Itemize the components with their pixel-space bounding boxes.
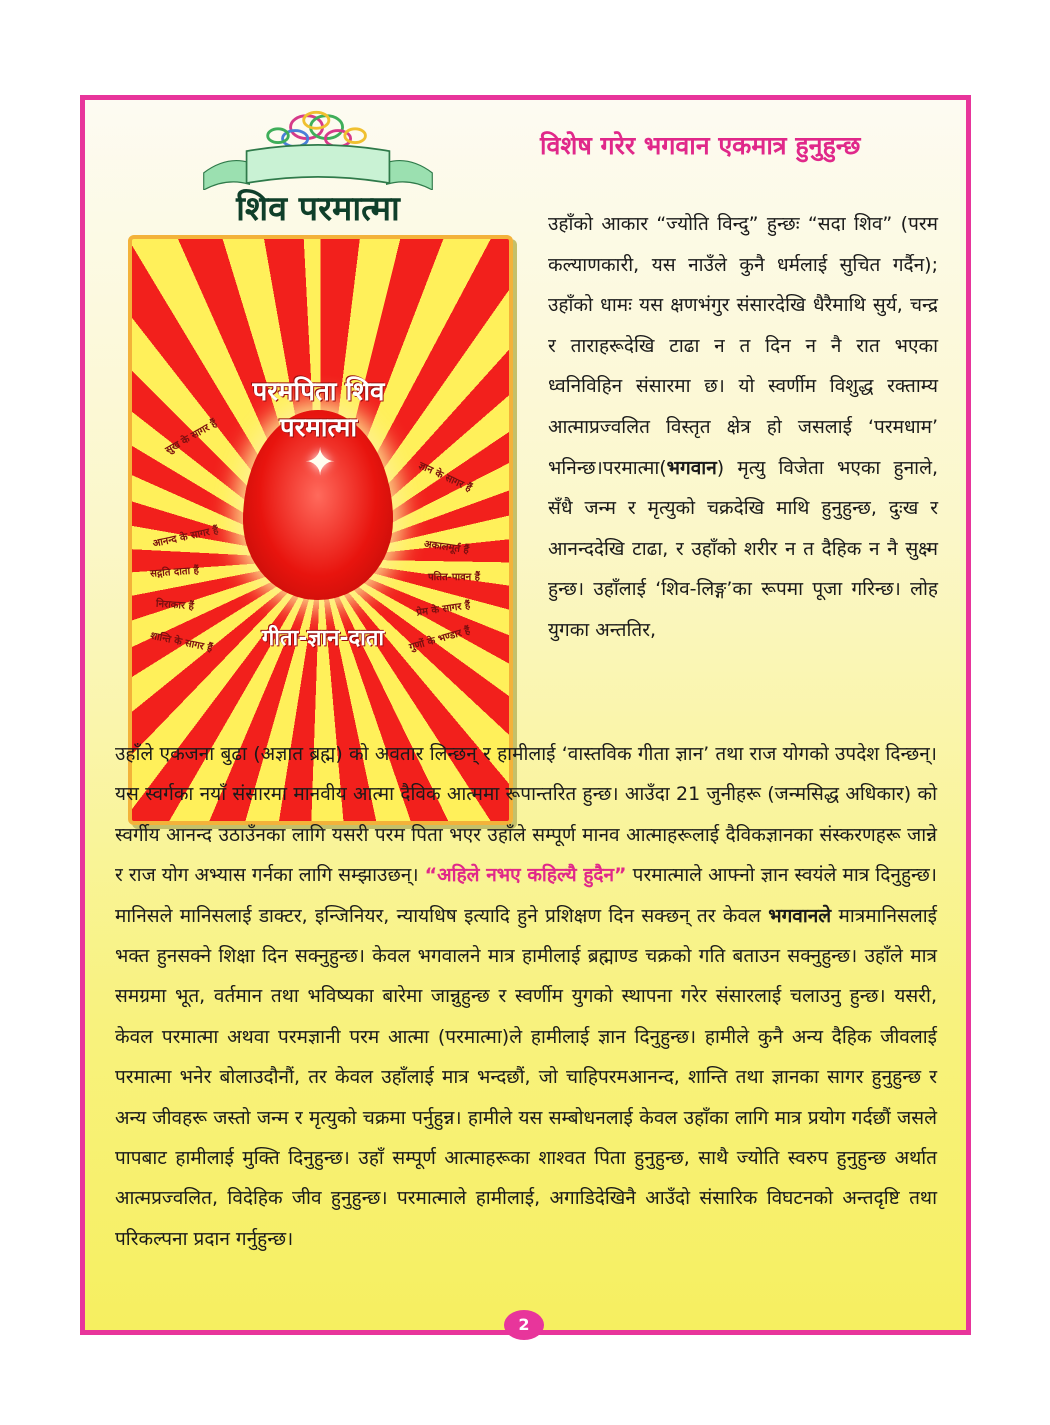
ray-label: सुख के सागर हैं [163, 418, 220, 457]
poster-ring-bottom-text: गीता-ज्ञान-दाता [261, 626, 385, 651]
ray-label: शान्ति के सागर हैं [149, 630, 214, 655]
ray-label: ज्ञान के सागर हैं [416, 460, 474, 495]
page-heading: विशेष गरेर भगवान एकमात्र हुनुहुन्छ [540, 131, 861, 160]
bold-text-run: भगवानले [768, 904, 832, 927]
page-number: 2 [504, 1310, 544, 1340]
text-run: परमात्माले आफ्नो ज्ञान स्वयंले मात्र दिनुहुन्छ। मानिसले मानिसलाई डाक्टर, इन्जिनियर, न्यायधिष इत्यादि हुने प्रशिक्षण दिन सक्छन् तर केवल [115, 864, 937, 927]
full-width-paragraph [115, 734, 937, 1259]
highlighted-quote: “अहिले नभए कहिल्यै हुदैन” [424, 864, 627, 887]
text-run: उहाँले एकजना बुढा (अज्ञात ब्रह्म) को अवतार लिन्छन् र हामीलाई ‘वास्तविक गीता ज्ञान’ तथा राज योगको उपदेश दिन्छन्। यस स्वर्गका नयाँ संसारमा मानवीय आत्मा दैविक आत्ममा रूपान्तरित हुन्छ। आउँदा 21 जुनीहरू (जन्मसिद्ध अधिकार) को स्वर्गीय आनन्द उठाउँनका लागि यसरी परम पिता भएर उहाँले सम्पूर्ण मानव आत्माहरूलाई दैविकज्ञानका संस्करणहरू जान्ने र राज योग अभ्यास गर्नका लागि सम्झाउछन्। [115, 743, 937, 887]
ray-label: निराकार हैं [155, 598, 195, 613]
ray-label: प्रेम के सागर हैं [415, 600, 471, 619]
ray-label: आनन्द के सागर हैं [151, 525, 220, 550]
ray-label: गुणों के भण्डार हैं [408, 625, 472, 654]
ornament-scroll-icon [98, 110, 538, 190]
star-icon: ✦ [304, 440, 336, 484]
shiva-paramatma-poster [98, 110, 538, 720]
ray-label: पतित-पावन हैं [428, 572, 480, 583]
right-column-paragraph [548, 204, 938, 651]
text-run: उहाँको आकार “ज्योति विन्दु” हुन्छः “सदा शिव” (परम कल्याणकारी, यस नाउँले कुनै धर्मलाई सुचित गर्दैन); उहाँको धामः यस क्षणभंगुर संसारदेखि धैरैमाथि सुर्य, चन्द्र र ताराहरूदेखि टाढा न त दिन न नै रात भएका ध्वनिविहिन संसारमा छ। यो स्वर्णीम विशुद्ध रक्ताम्य आत्माप्रज्वलित विस्तृत क्षेत्र हो जसलाई ‘परमधाम’ भनिन्छ।परमात्मा( [548, 213, 938, 479]
bold-text-run: भगवान [666, 456, 717, 479]
poster-banner-title: शिव परमात्मा [236, 189, 400, 229]
ray-label: अकालमूर्त हैं [423, 538, 470, 557]
poster-ring-top-text: परमपिता शिव परमात्मा [252, 377, 385, 443]
text-run: ) मृत्यु विजेता भएका हुनाले, सँधै जन्म र मृत्युको चक्रदेखि माथि हुनुहुन्छ, दुःख र आनन्ददेखि टाढा, र उहाँको शरीर न त दैहिक न नै सुक्ष्म हुन्छ। उहाँलाई ‘शिव-लिङ्ग’का रूपमा पूजा गरिन्छ। लोह युगका अन्ततिर, [548, 456, 938, 641]
text-run: मात्रमानिसलाई भक्त हुनसक्ने शिक्षा दिन सक्नुहुन्छ। केवल भगवालने मात्र हामीलाई ब्रह्माण्ड चक्रको गति बताउन सक्नुहुन्छ। उहाँले मात्र समग्रमा भूत, वर्तमान तथा भविष्यका बारेमा जान्नुहुन्छ र स्वर्णीम युगको स्थापना गरेर संसारलाई चलाउनु हुन्छ। यसरी, केवल परमात्मा अथवा परमज्ञानी परम आत्मा (परमात्मा)ले हामीलाई ज्ञान दिनुहुन्छ। हामीले कुनै अन्य दैहिक जीवलाई परमात्मा भनेर बोलाउदौनौं, तर केवल उहाँलाई मात्र भन्दछौं, जो चाहिपरमआनन्द, शान्ति तथा ज्ञानका सागर हुनुहुन्छ र अन्य जीवहरू जस्तो जन्म र मृत्युको चक्रमा पर्नुहुन्न। हामीले यस सम्बोधनलाई केवल उहाँका लागि मात्र प्रयोग गर्दछौं जसले पापबाट हामीलाई मुक्ति दिनुहुन्छ। उहाँ सम्पूर्ण आत्माहरूका शाश्वत पिता हुनुहुन्छ, साथै ज्योति स्वरुप हुनुहुन्छ अर्थात आत्मप्रज्वलित, विदेहिक जीव हुनुहुन्छ। परमात्माले हामीलाई, अगाडिदेखिनै आउँदो संसारिक विघटनको अन्तदृष्टि तथा परिकल्पना प्रदान गर्नुहुन्छ। [115, 904, 938, 1250]
ray-label: सद्गति दाता हैं [149, 565, 200, 580]
